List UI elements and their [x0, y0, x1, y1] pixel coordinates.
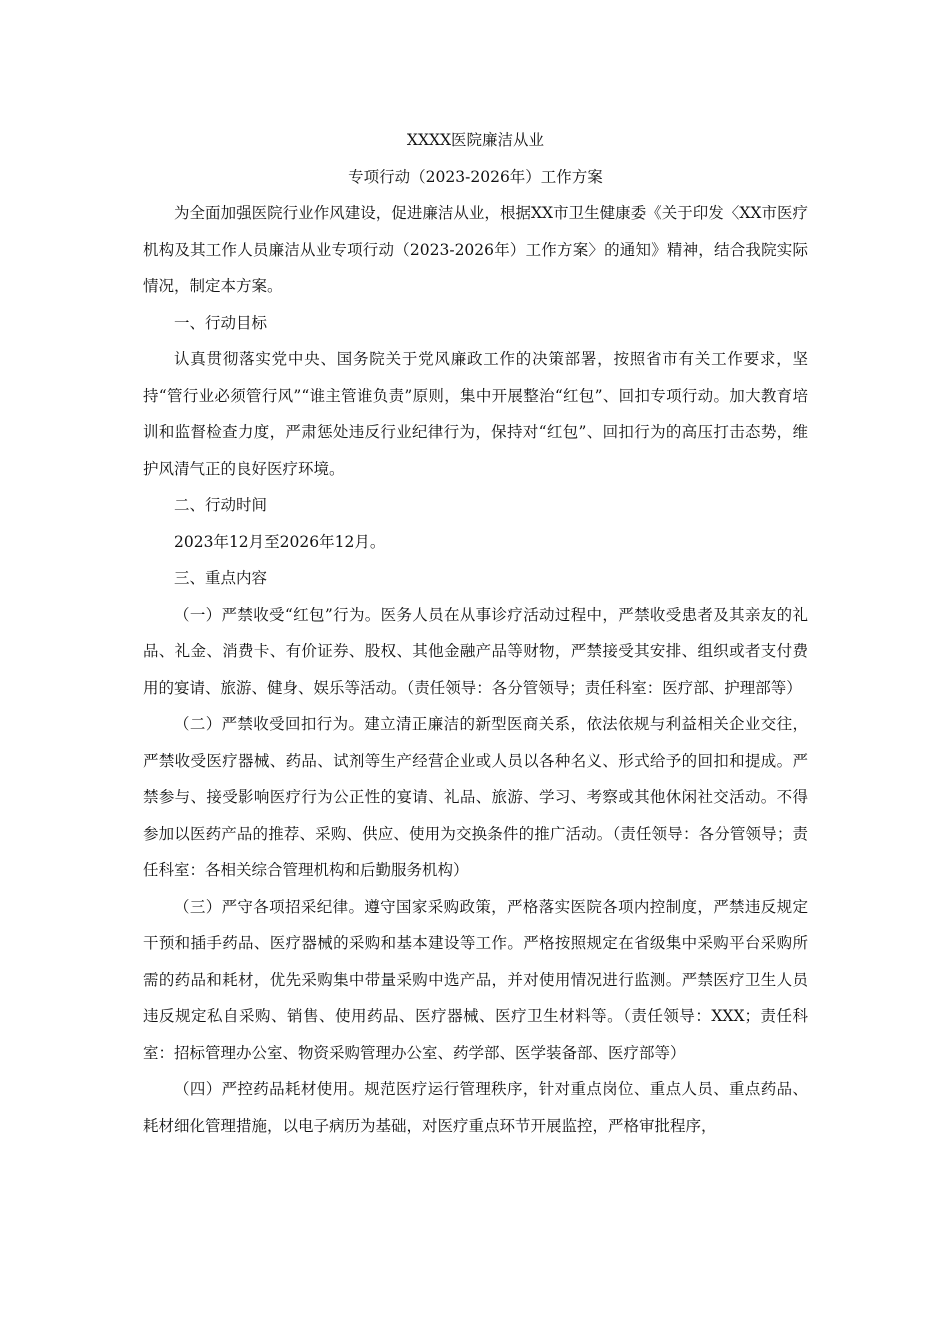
section-heading-time: 二、行动时间 [174, 496, 268, 514]
document-body [143, 122, 808, 1144]
goals-paragraph: 认真贯彻落实党中央、国务院关于党风廉政工作的决策部署，按照省市有关工作要求，坚持“管行业必须管行风”“谁主管谁负责”原则，集中开展整治“红包”、回扣专项行动。加大教育培训和监督检查力度，严肃惩处违反行业纪律行为，保持对“红包”、回扣行为的高压打击态势，维护风清气正的良好医疗环境。 [143, 350, 808, 478]
item-1-paragraph: （一）严禁收受“红包”行为。医务人员在从事诊疗活动过程中，严禁收受患者及其亲友的礼品、礼金、消费卡、有价证券、股权、其他金融产品等财物，严禁接受其安排、组织或者支付费用的宴请、旅游、健身、娱乐等活动。（责任领导：各分管领导；责任科室：医疗部、护理部等） [143, 605, 808, 697]
document-title-line1: XXXX医院廉洁从业 [406, 131, 545, 149]
section-heading-key-content: 三、重点内容 [174, 569, 268, 587]
item-4-paragraph: （四）严控药品耗材使用。规范医疗运行管理秩序，针对重点岗位、重点人员、重点药品、耗材细化管理措施，以电子病历为基础，对医疗重点环节开展监控，严格审批程序， [143, 1080, 808, 1135]
time-paragraph: 2023年12月至2026年12月。 [174, 532, 386, 551]
item-2-paragraph: （二）严禁收受回扣行为。建立清正廉洁的新型医商关系，依法依规与利益相关企业交往，严禁收受医疗器械、药品、试剂等生产经营企业或人员以各种名义、形式给予的回扣和提成。严禁参与、接受影响医疗行为公正性的宴请、礼品、旅游、学习、考察或其他休闲社交活动。不得参加以医药产品的推荐、采购、供应、使用为交换条件的推广活动。（责任领导：各分管领导；责任科室：各相关综合管理机构和后勤服务机构） [143, 715, 808, 879]
item-3-paragraph: （三）严守各项招采纪律。遵守国家采购政策，严格落实医院各项内控制度，严禁违反规定干预和插手药品、医疗器械的采购和基本建设等工作。严格按照规定在省级集中采购平台采购所需的药品和耗材，优先采购集中带量采购中选产品，并对使用情况进行监测。严禁医疗卫生人员违反规定私自采购、销售、使用药品、医疗器械、医疗卫生材料等。（责任领导：XXX；责任科室：招标管理办公室、物资采购管理办公室、药学部、医学装备部、医疗部等） [143, 897, 808, 1062]
section-heading-goals: 一、行动目标 [174, 313, 268, 332]
intro-paragraph: 为全面加强医院行业作风建设，促进廉洁从业，根据XX市卫生健康委《关于印发〈XX市医疗机构及其工作人员廉洁从业专项行动（2023-2026年）工作方案〉的通知》精神，结合我院实际情况，制定本方案。 [143, 204, 808, 295]
document-title-line2: 专项行动（2023-2026年）工作方案 [348, 167, 603, 186]
